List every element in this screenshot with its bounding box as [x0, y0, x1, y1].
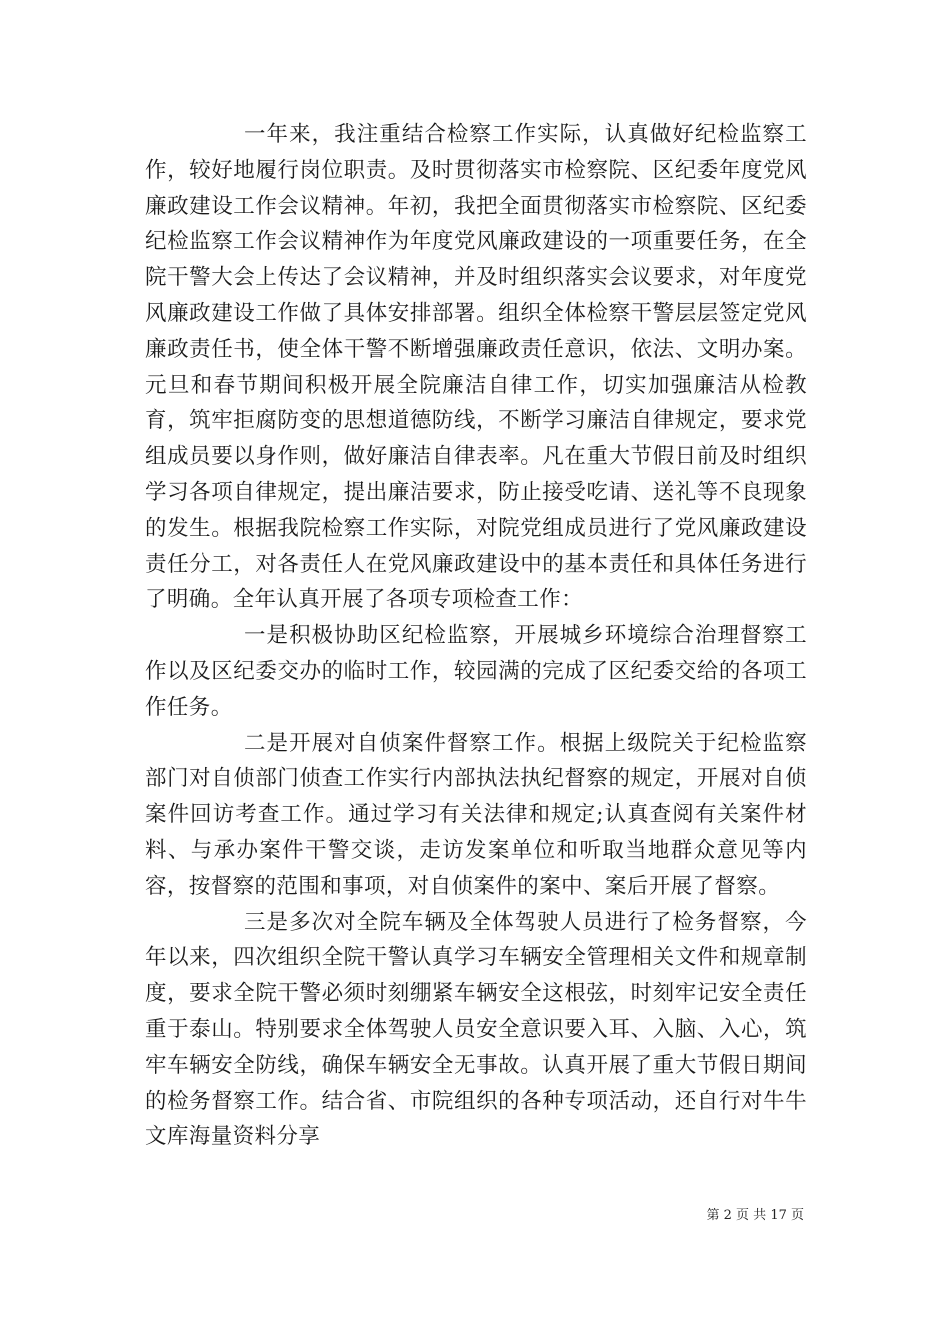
paragraph-item-three: 三是多次对全院车辆及全体驾驶人员进行了检务督察，今年以来，四次组织全院干警认真学习车辆安全管理相关文件和规章制度，要求全院干警必须时刻绷紧车辆安全这根弦，时刻牢记安全责任重于泰山。特别要求全体驾驶人员安全意识要入耳、入脑、入心，筑牢车辆安全防线，确保车辆安全无事故。认真开展了重大节假日期间的检务督察工作。结合省、市院组织的各种专项活动，还自行对牛牛文库海量资料分享 [145, 909, 807, 1150]
page-number: 第 2 页 共 17 页 [706, 1208, 804, 1223]
page-footer [0, 1204, 950, 1225]
paragraph-item-one: 一是积极协助区纪检监察，开展城乡环境综合治理督察工作以及区纪委交办的临时工作，较园满的完成了区纪委交给的各项工作任务。 [145, 623, 807, 720]
paragraph-intro: 一年来，我注重结合检察工作实际，认真做好纪检监察工作，较好地履行岗位职责。及时贯彻落实市检察院、区纪委年度党风廉政建设工作会议精神。年初，我把全面贯彻落实市检察院、区纪委纪检监察工作会议精神作为年度党风廉政建设的一项重要任务，在全院干警大会上传达了会议精神，并及时组织落实会议要求，对年度党风廉政建设工作做了具体安排部署。组织全体检察干警层层签定党风廉政责任书，使全体干警不断增强廉政责任意识，依法、文明办案。元旦和春节期间积极开展全院廉洁自律工作，切实加强廉洁从检教育，筑牢拒腐防变的思想道德防线，不断学习廉洁自律规定，要求党组成员要以身作则，做好廉洁自律表率。凡在重大节假日前及时组织学习各项自律规定，提出廉洁要求，防止接受吃请、送礼等不良现象的发生。根据我院检察工作实际，对院党组成员进行了党风廉政建设责任分工，对各责任人在党风廉政建设中的基本责任和具体任务进行了明确。全年认真开展了各项专项检查工作： [145, 122, 807, 613]
paragraph-item-two: 二是开展对自侦案件督察工作。根据上级院关于纪检监察部门对自侦部门侦查工作实行内部执法执纪督察的规定，开展对自侦案件回访考查工作。通过学习有关法律和规定;认真查阅有关案件材料、与承办案件干警交谈，走访发案单位和听取当地群众意见等内容，按督察的范围和事项，对自侦案件的案中、案后开展了督察。 [145, 730, 807, 899]
document-body [145, 117, 807, 1155]
